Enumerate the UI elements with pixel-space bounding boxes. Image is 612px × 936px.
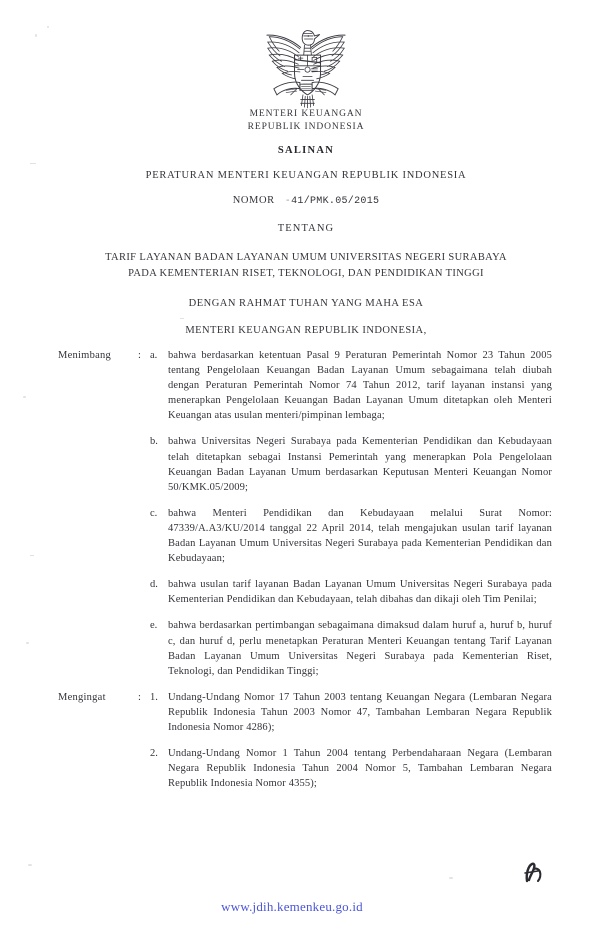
nomor-number: 41/PMK.05/2015 — [291, 196, 380, 208]
considerations-colon: : — [138, 350, 141, 361]
clause-text: bahwa Menteri Pendidikan dan Kebudayaan melalui Surat Nomor: 47339/A.A3/KU/2014 tanggal 22 April 2014, telah mengajukan usulan tarif layanan Badan Layanan Umum Universitas Negeri Surabaya pada Kementerian Pendidikan dan Kebudayaan; — [168, 507, 552, 565]
clause-marker: 1. — [150, 691, 158, 703]
emblem-container — [0, 26, 612, 119]
considerations-label: Menimbang — [58, 350, 111, 361]
clause-marker: c. — [150, 507, 158, 519]
nomor-faint-prefix: - — [284, 196, 292, 208]
document-heading-block — [0, 108, 612, 336]
considerations-section — [0, 348, 612, 679]
legal-basis-label: Mengingat — [58, 691, 106, 703]
clause-marker: a. — [150, 350, 158, 361]
issuing-authority-line: MENTERI KEUANGAN REPUBLIK INDONESIA, — [185, 325, 427, 337]
scan-speckle — [28, 864, 32, 866]
clause-text: bahwa berdasarkan ketentuan Pasal 9 Peraturan Pemerintah Nomor 23 Tahun 2005 tentang Pengelolaan Keuangan Badan Layanan Umum sebagaimana telah diubah dengan Peraturan Pemerintah Nomor 74 Tahun 2012, tarif layanan instansi yang menerapkan Pengelolaan Keuangan Badan Layanan Umum ditetapkan oleh Menteri Keuangan atas usulan menteri/pimpinan lembaga; — [168, 350, 552, 422]
ministry-name-line1: MENTERI KEUANGAN — [249, 109, 363, 119]
clause-item — [0, 618, 612, 678]
clause-item — [0, 434, 612, 494]
clause-marker: d. — [150, 579, 158, 591]
clause-item — [0, 690, 612, 735]
clause-text: Undang-Undang Nomor 17 Tahun 2003 tentang Keuangan Negara (Lembaran Negara Republik Indonesia Tahun 2003 Nomor 47, Tambahan Lembaran Negara Republik Indonesia Nomor 4286); — [168, 691, 552, 733]
ministry-name-line2: REPUBLIK INDONESIA — [247, 121, 365, 132]
regulation-number-value — [285, 196, 380, 207]
subject-line-2: PADA KEMENTERIAN RISET, TEKNOLOGI, DAN PENDIDIKAN TINGGI — [128, 267, 484, 279]
tentang-label: TENTANG — [277, 223, 335, 235]
clause-marker: e. — [150, 620, 158, 632]
salinan-label: SALINAN — [277, 145, 335, 157]
clause-item — [0, 746, 612, 791]
clause-text: Undang-Undang Nomor 1 Tahun 2004 tentang Perbendaharaan Negara (Lembaran Negara Republik Indonesia Tahun 2004 Nomor 5, Tambahan Lembaran Negara Republik Indonesia Nomor 4355); — [168, 748, 552, 790]
regulation-number-line — [0, 195, 612, 207]
divine-mandate-line: DENGAN RAHMAT TUHAN YANG MAHA ESA — [188, 298, 424, 310]
clause-text: bahwa usulan tarif layanan Badan Layanan Umum Universitas Negeri Surabaya pada Kementerian Pendidikan dan Kebudayaan, telah dibahas dan dikaji oleh Tim Penilai; — [168, 579, 552, 606]
legal-basis-colon: : — [138, 691, 141, 703]
legal-basis-section — [0, 690, 612, 792]
handwritten-initial-mark — [521, 860, 547, 886]
subject-line-1: TARIF LAYANAN BADAN LAYANAN UMUM UNIVERSITAS NEGERI SURABAYA — [105, 252, 507, 264]
nomor-label: NOMOR — [232, 195, 275, 207]
regulation-subject — [0, 250, 612, 281]
clause-item — [0, 348, 612, 423]
garuda-pancasila-emblem — [260, 26, 352, 114]
regulation-heading: PERATURAN MENTERI KEUANGAN REPUBLIK INDONESIA — [145, 170, 467, 182]
footer-url[interactable]: www.jdih.kemenkeu.go.id — [221, 899, 363, 914]
clause-item — [0, 506, 612, 566]
clause-marker: b. — [150, 436, 158, 448]
clause-text: bahwa berdasarkan pertimbangan sebagaimana dimaksud dalam huruf a, huruf b, huruf c, dan huruf d, perlu menetapkan Peraturan Menteri Keuangan tentang Tarif Layanan Badan Layanan Umum Universitas Negeri Surabaya pada Kementerian Riset, Teknologi, dan Pendidikan Tinggi; — [168, 620, 552, 677]
clause-marker: 2. — [150, 748, 158, 760]
scan-speckle — [449, 877, 453, 879]
clause-text: bahwa Universitas Negeri Surabaya pada Kementerian Pendidikan dan Kebudayaan telah ditetapkan sebagai Instansi Pemerintah yang menerapkan Pola Pengelolaan Keuangan Badan Layanan Umum berdasarkan Keputusan Menteri Keuangan Nomor 50/KMK.05/2009; — [168, 436, 552, 493]
clause-item — [0, 577, 612, 607]
clause-sections — [0, 348, 612, 802]
